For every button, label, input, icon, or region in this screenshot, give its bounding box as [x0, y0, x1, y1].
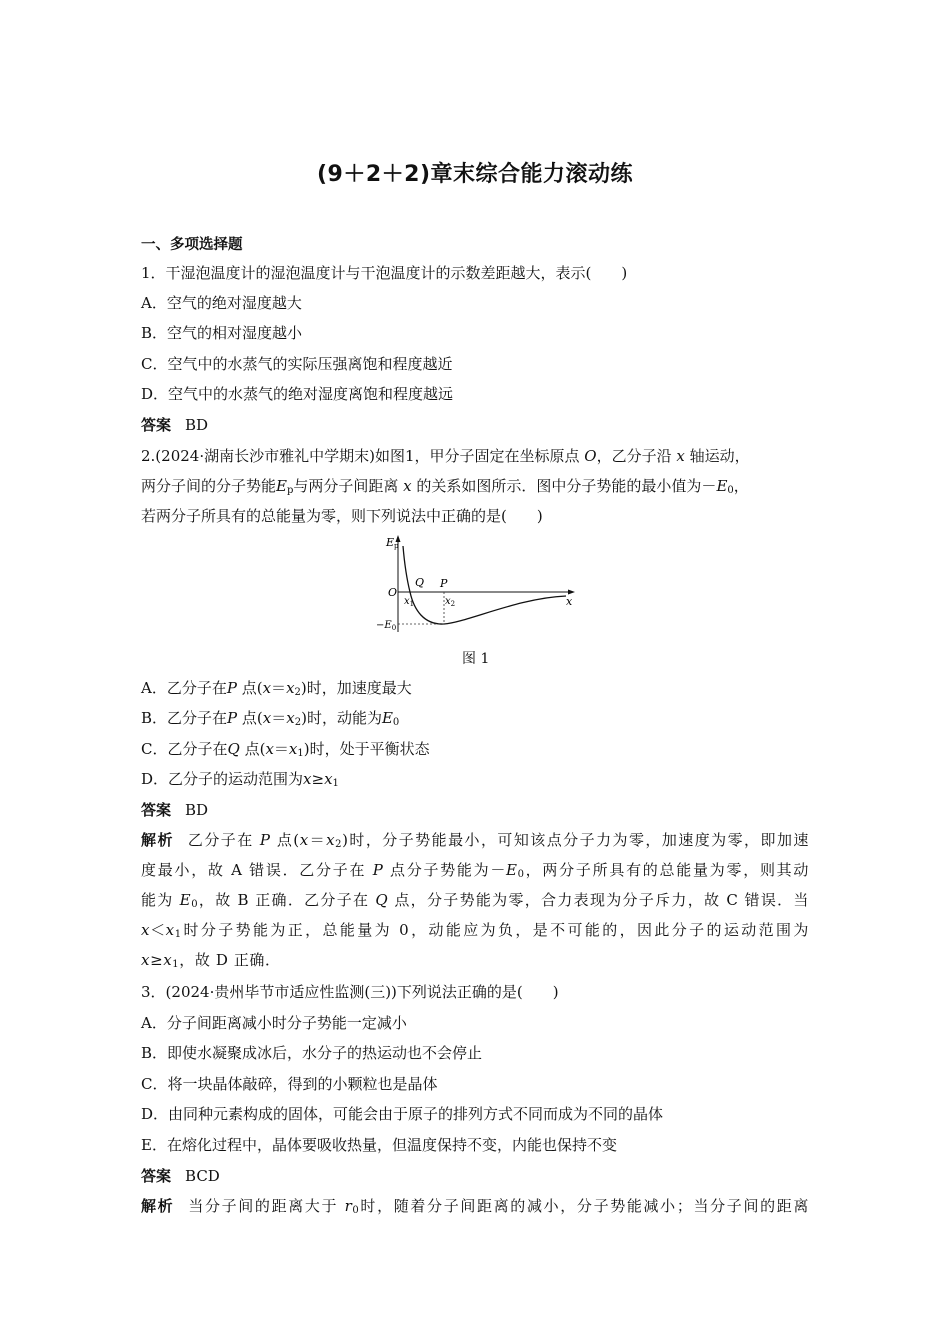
text: ＝: [273, 740, 289, 758]
text: ≥: [150, 951, 164, 969]
sub: 1: [172, 959, 180, 970]
text: ，: [733, 477, 749, 495]
var-x: x: [286, 679, 295, 697]
text: 点(: [241, 679, 263, 697]
var-x: x: [324, 770, 333, 788]
var-e: E: [276, 477, 287, 495]
q2-analysis-line2: [141, 859, 809, 886]
figure-caption: 图 1: [462, 651, 490, 667]
answer-value: BD: [185, 416, 209, 434]
q2-stem-line2: [141, 475, 749, 502]
text: ，两分子所具有的总能量为零，则其动: [524, 861, 810, 879]
q1-stem: 1．干湿泡温度计的湿泡温度计与干泡温度计的示数差距越大，表示( ): [141, 264, 628, 282]
sub: 0: [191, 899, 199, 910]
var-x: x: [286, 709, 295, 727]
q1-option-a: A．空气的绝对湿度越大: [141, 294, 302, 312]
x-axis-arrow: [568, 590, 575, 595]
potential-curve: [403, 546, 566, 624]
q3-answer: [141, 1165, 220, 1187]
text: ，故 B 正确．乙分子在: [198, 891, 370, 909]
analysis-label: 解析: [141, 831, 174, 849]
q3-option-e: E．在熔化过程中，晶体要吸收热量，但温度保持不变，内能也保持不变: [141, 1136, 617, 1154]
answer-label: 答案: [141, 416, 172, 434]
q2-analysis-line1: [141, 829, 809, 856]
text: )时，动能为: [301, 709, 382, 727]
text: B．乙分子在: [141, 709, 228, 727]
var-x: x: [141, 921, 151, 939]
y-axis-arrow: [396, 535, 401, 542]
text: 点(: [241, 709, 263, 727]
text: 能为: [141, 891, 174, 909]
answer-label: 答案: [141, 1167, 172, 1185]
answer-value: BD: [185, 801, 209, 819]
sub: 2: [335, 839, 343, 850]
q2-option-c: [141, 738, 430, 765]
text: 点(: [276, 831, 300, 849]
var-x: x: [288, 740, 298, 758]
q3-option-c: C．将一块晶体敲碎，得到的小颗粒也是晶体: [141, 1075, 438, 1093]
q3-option-d: D．由同种元素构成的固体，可能会由于原子的排列方式不同而成为不同的晶体: [141, 1105, 664, 1123]
text: )时，分子势能最小，可知该点分子力为零，加速度为零，即加速: [342, 831, 809, 849]
section-heading: 一、多项选择题: [141, 237, 243, 253]
q1-option-c: C．空气中的水蒸气的实际压强离饱和程度越近: [141, 355, 453, 373]
var-p: P: [372, 861, 384, 879]
figure-1-potential-energy-graph: [368, 532, 588, 640]
answer-label: 答案: [141, 801, 172, 819]
q1-option-d: D．空气中的水蒸气的绝对湿度离饱和程度越远: [141, 385, 454, 403]
var-x: x: [165, 921, 175, 939]
sub: 0: [352, 1205, 360, 1216]
point-q-label: Q: [415, 576, 425, 589]
text: ＝: [271, 709, 287, 727]
q2-analysis-line3: [141, 889, 809, 916]
text: ＜: [150, 921, 166, 939]
text: 当分子间的距离大于: [188, 1197, 339, 1215]
var-e: E: [179, 891, 192, 909]
text: ，故 D 正确．: [179, 951, 281, 969]
text: ＝: [308, 831, 327, 849]
sub: 2: [294, 687, 301, 698]
answer-value: BCD: [185, 1167, 220, 1185]
q2-analysis-line4: [141, 919, 809, 946]
sub: 0: [392, 717, 400, 728]
var-q: Q: [375, 891, 389, 909]
origin-label: O: [388, 586, 398, 599]
q2-option-b: [141, 707, 399, 734]
q2-stem-line1: [141, 445, 750, 467]
var-p: P: [226, 679, 237, 697]
var-x: x: [262, 709, 272, 727]
q1-option-b: B．空气的相对湿度越小: [141, 324, 303, 342]
q2-option-d: [141, 768, 339, 795]
text: )时，处于平衡状态: [303, 740, 430, 758]
sub: 2: [294, 717, 302, 728]
var-x: x: [326, 831, 336, 849]
x-axis-label: x: [566, 595, 573, 608]
q3-option-b: B．即使水凝聚成冰后，水分子的热运动也不会停止: [141, 1044, 483, 1062]
text: A．乙分子在: [141, 679, 227, 697]
var-x: x: [163, 951, 173, 969]
var-p: P: [227, 709, 238, 727]
var-e: E: [716, 477, 728, 495]
var-r: r: [344, 1197, 353, 1215]
q2-analysis-line5: [141, 949, 281, 976]
sub: 0: [727, 485, 734, 496]
var-x: x: [299, 831, 309, 849]
var-x: x: [676, 447, 685, 465]
page-title: (9＋2＋2)章末综合能力滚动练: [316, 162, 634, 187]
text: 轴运动，: [689, 447, 750, 465]
sub: 0: [517, 869, 525, 880]
text: 度最小，故 A 错误．乙分子在: [141, 861, 367, 879]
text: 两分子间的分子势能: [141, 477, 277, 495]
sub: 1: [174, 929, 182, 940]
sub: p: [286, 485, 294, 496]
q2-answer: [141, 799, 208, 821]
text: )时，加速度最大: [300, 679, 412, 697]
text: 时分子势能为正，总能量为 0，动能应为负，是不可能的，因此分子的运动范围为: [181, 921, 809, 939]
q3-stem: 3．(2024·贵州毕节市适应性监测(三))下列说法正确的是( ): [141, 983, 559, 1001]
tick-x1-label: $x_1$: [404, 596, 415, 608]
sub: 1: [297, 748, 304, 759]
q3-analysis-line1: [141, 1195, 809, 1222]
var-o: O: [584, 447, 597, 465]
y-axis-label: Ep: [386, 536, 399, 550]
var-x: x: [303, 770, 312, 788]
q2-option-a: [141, 677, 412, 704]
var-e: E: [381, 709, 393, 727]
text: 乙分子在: [187, 831, 254, 849]
q2-stem-line3: 若两分子所具有的总能量为零，则下列说法中正确的是( ): [141, 507, 543, 525]
text: ＝: [271, 679, 287, 697]
text: 点分子势能为－: [389, 861, 506, 879]
analysis-label: 解析: [141, 1197, 175, 1215]
text: 2.(2024·湖南长沙市雅礼中学期末)如图1，甲分子固定在坐标原点: [141, 447, 580, 465]
text: 点(: [244, 740, 266, 758]
tick-x2-label: $x_2$: [445, 596, 456, 608]
text: ≥: [311, 770, 325, 788]
text: 时，随着分子间距离的减小，分子势能减小；当分子间的距离: [359, 1197, 810, 1215]
var-x: x: [403, 477, 412, 495]
text: 与两分子间距离: [293, 477, 399, 495]
q1-answer: [141, 414, 208, 436]
point-p-label: P: [440, 577, 448, 590]
sub: 1: [332, 778, 339, 789]
var-q: Q: [227, 740, 240, 758]
text: 点，分子势能为零，合力表现为分子斥力，故 C 错误．当: [394, 891, 810, 909]
var-e: E: [506, 861, 518, 879]
text: C．乙分子在: [141, 740, 228, 758]
var-x: x: [141, 951, 151, 969]
text: 的关系如图所示．图中分子势能的最小值为－: [416, 477, 717, 495]
text: ，乙分子沿: [596, 447, 672, 465]
var-x: x: [262, 679, 272, 697]
min-energy-label: $-E_0$: [376, 620, 397, 632]
text: D．乙分子的运动范围为: [141, 770, 304, 788]
q3-option-a: A．分子间距离减小时分子势能一定减小: [141, 1014, 407, 1032]
var-p: P: [259, 831, 271, 849]
var-x: x: [265, 740, 274, 758]
